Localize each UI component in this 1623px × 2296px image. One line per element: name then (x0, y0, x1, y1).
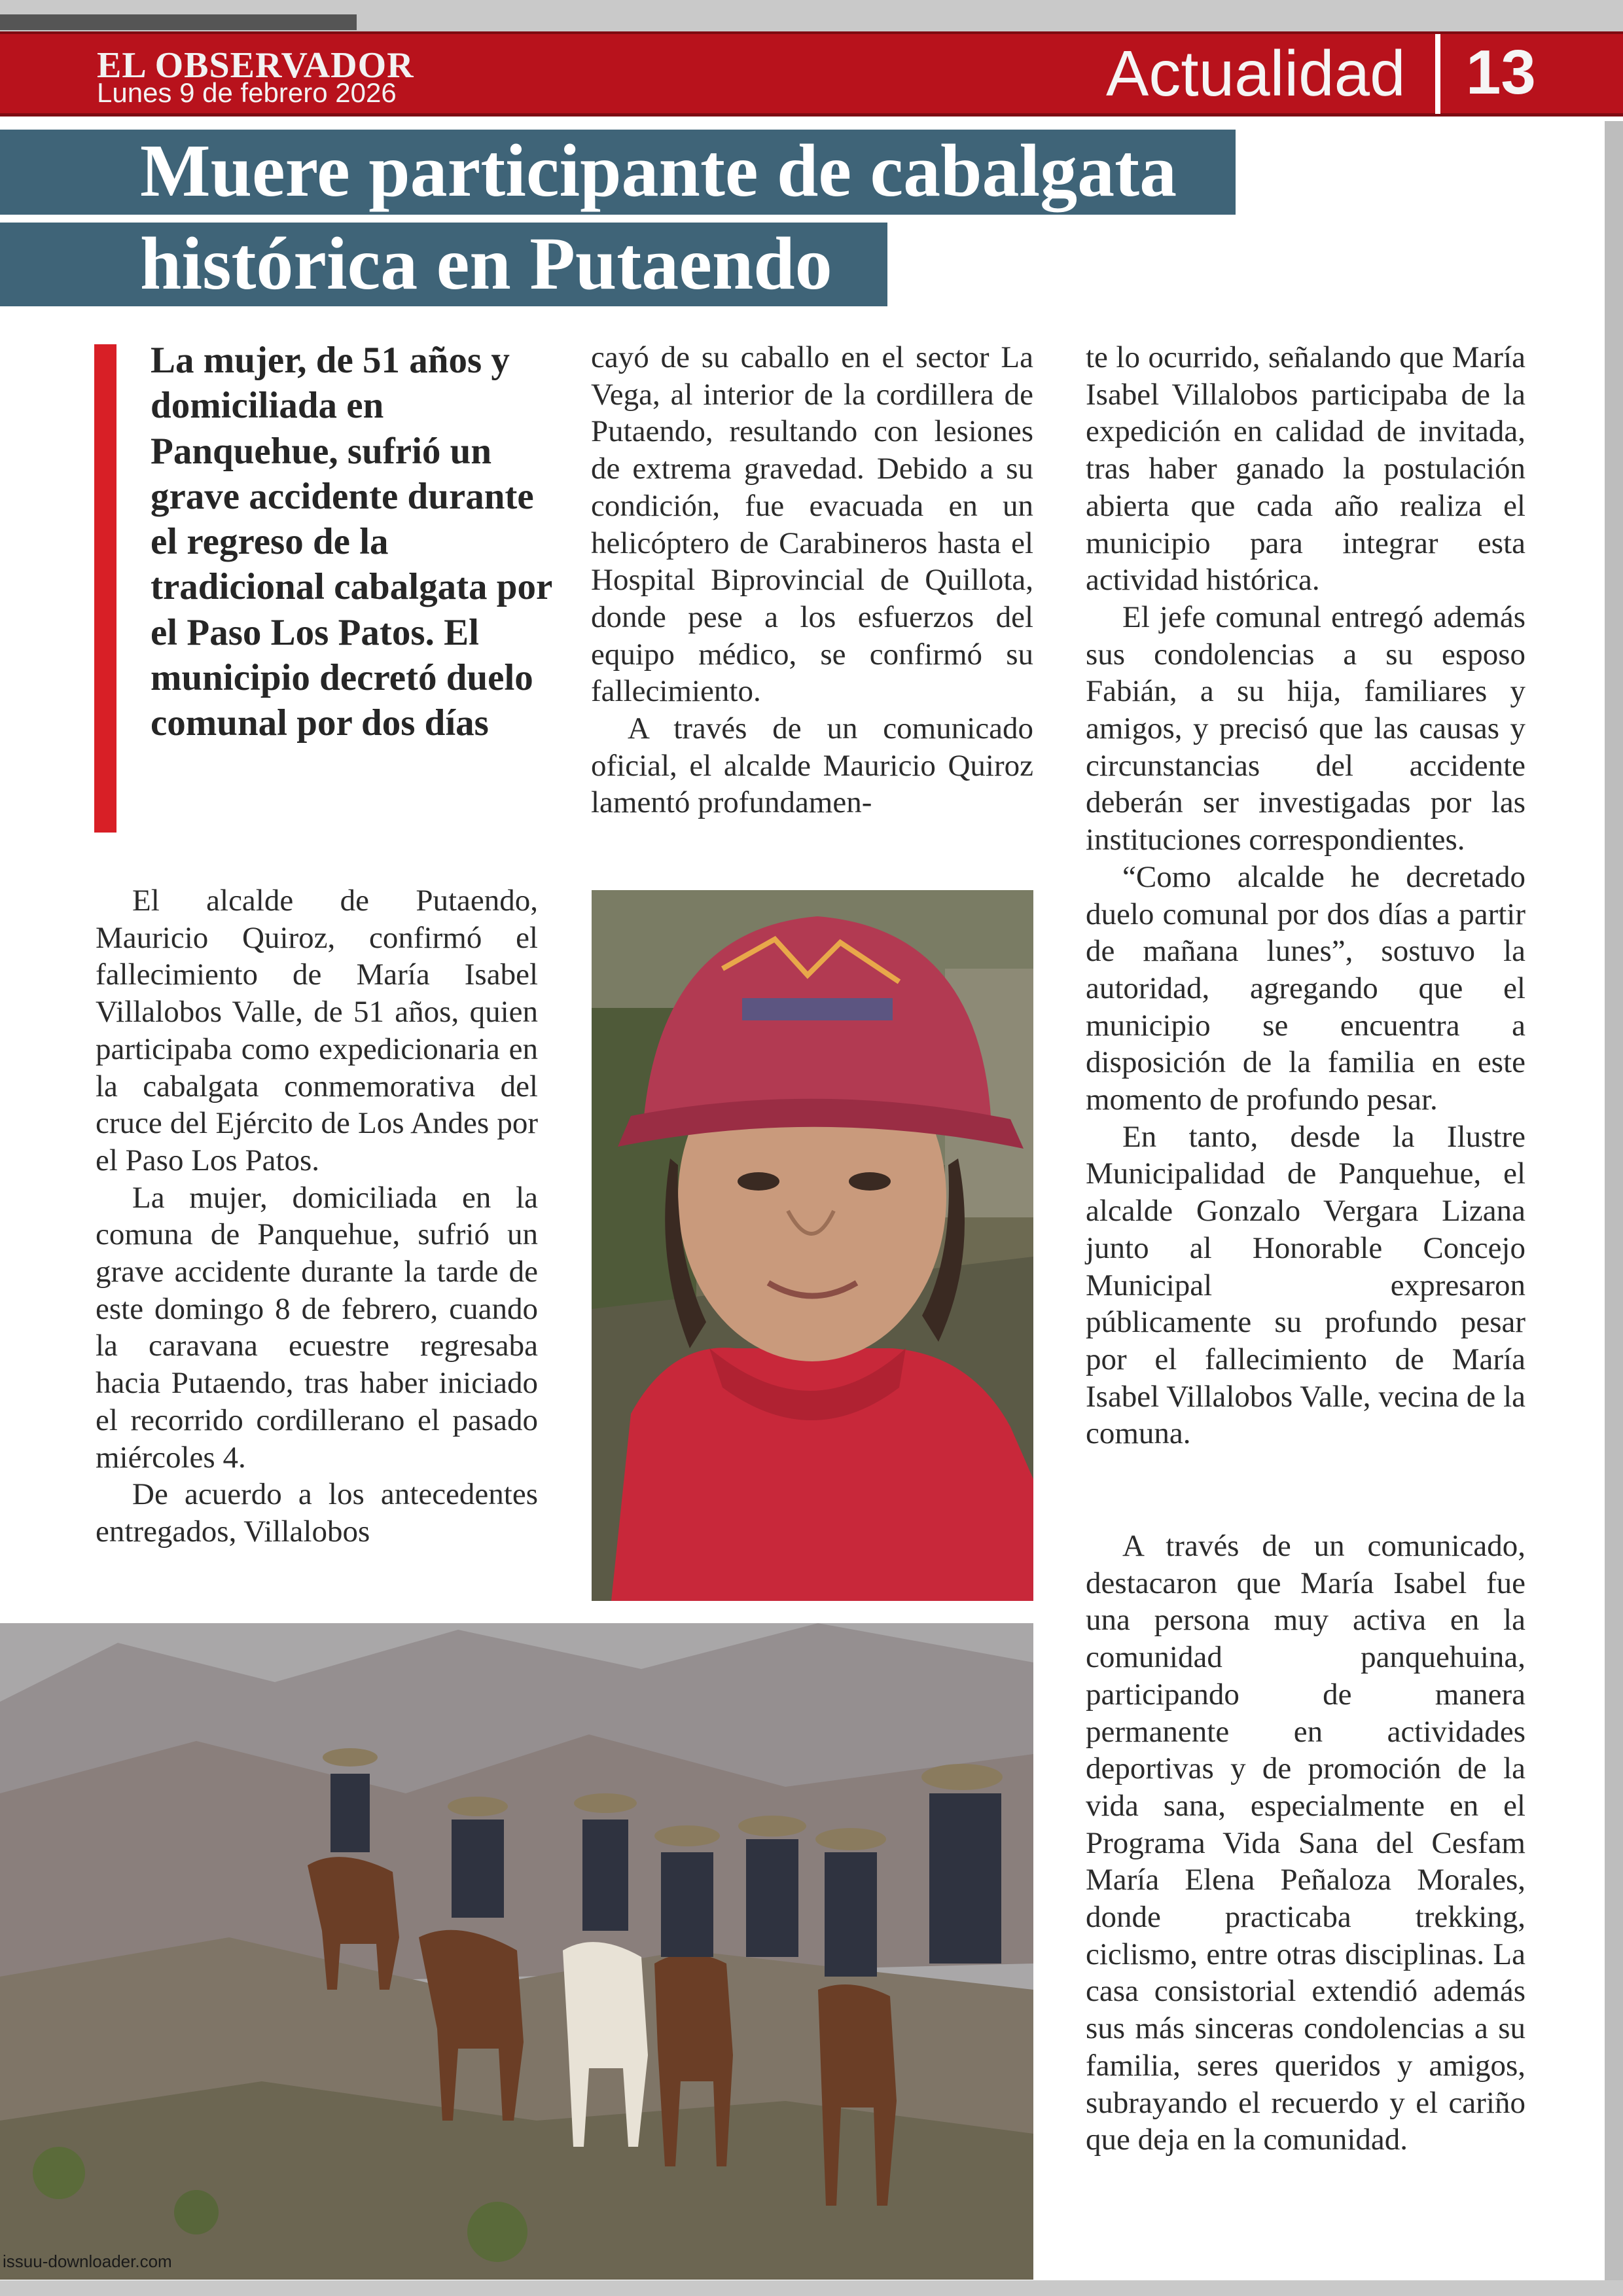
body-paragraph: De acuerdo a los antecedentes entregados, Villalobos (96, 1477, 538, 1549)
body-paragraph: La mujer, domiciliada en la comuna de Panquehue, sufrió un grave accidente durante la tarde de este domingo 8 de febrero, cuando la caravana ecuestre regresaba hacia Putaendo, tras haber iniciado el recorrido cordillerano el pasado miércoles 4. (96, 1180, 538, 1475)
article-column-2 (591, 339, 1033, 821)
lead-paragraph: La mujer, de 51 años y domiciliada en Panquehue, sufrió un grave accidente durante el regreso de la tradicional cabalgata por el Paso Los Patos. El municipio decretó duelo comunal por dos días (151, 340, 552, 744)
masthead (0, 31, 1623, 117)
top-dark-tab (0, 14, 357, 30)
paper-name: EL OBSERVADOR (97, 45, 414, 86)
headline-line-2: histórica en Putaendo (140, 222, 832, 305)
cabalgata-photo (0, 1623, 1033, 2280)
portrait-photo (592, 890, 1033, 1601)
body-paragraph: “Como alcalde he decretado duelo comunal por dos días a partir de mañana lunes”, sostuvo la autoridad, agregando que el municipio se encuentra a disposición de la familia en este momento de profundo pesar. (1086, 859, 1525, 1117)
article-column-3-continued (1086, 1528, 1525, 2159)
headline-line-1: Muere participante de cabalgata (140, 129, 1177, 212)
body-paragraph: te lo ocurrido, señalando que María Isabel Villalobos participaba de la expedición en calidad de invitada, tras haber ganado la postulación abierta que cada año realiza el municipio para integrar esta actividad histórica. (1086, 340, 1525, 598)
body-paragraph: El jefe comunal entregó además sus condolencias a su esposo Fabián, a su hija, familiares y amigos, y precisó que las causas y circunstancias del accidente deberán ser investigadas por las instituciones correspondientes. (1086, 600, 1525, 857)
body-paragraph: cayó de su caballo en el sector La Vega, al interior de la cordillera de Putaendo, resultando con lesiones de extrema gravedad. Debido a su condición, fue evacuada en un helicóptero de Carabineros hasta el Hospital Biprovincial de Quillota, donde pese a los esfuerzos del equipo médico, se confirmó su fallecimiento. (591, 340, 1033, 709)
page-edge (1605, 121, 1623, 2296)
article-column-3 (1086, 339, 1525, 1452)
body-paragraph: A través de un comunicado oficial, el alcalde Mauricio Quiroz lamentó profundamen- (591, 711, 1033, 820)
bottom-border (0, 2280, 1623, 2296)
body-paragraph: En tanto, desde la Ilustre Municipalidad de Panquehue, el alcalde Gonzalo Vergara Lizana junto al Honorable Concejo Municipal expresaron públicamente su profundo pesar por el fallecimiento de María Isabel Villalobos Valle, vecina de la comuna. (1086, 1119, 1525, 1451)
issue-date: Lunes 9 de febrero 2026 (97, 77, 397, 108)
watermark: issuu-downloader.com (3, 2251, 172, 2271)
section-name: Actualidad (1106, 37, 1406, 109)
page-number: 13 (1466, 37, 1536, 107)
body-paragraph: A través de un comunicado, destacaron que María Isabel fue una persona muy activa en la comunidad panquehuina, participando de manera permanente en actividades deportivas y de promoción de la vida sana, especialmente en el Programa Vida Sana del Cesfam María Elena Peñaloza Morales, donde practicaba trekking, ciclismo, entre otras disciplinas. La casa consistorial extendió además sus más sinceras condolencias a su familia, seres queridos y amigos, subrayando el recuerdo y el cariño que deja en la comunidad. (1086, 1529, 1525, 2157)
masthead-divider (1435, 34, 1440, 114)
lead-accent-bar (94, 344, 116, 833)
article-column-1 (96, 882, 538, 1551)
body-paragraph: El alcalde de Putaendo, Mauricio Quiroz, confirmó el fallecimiento de María Isabel Villalobos Valle, de 51 años, quien participaba como expedicionaria en la cabalgata conmemorativa del cruce del Ejército de Los Andes por el Paso Los Patos. (96, 884, 538, 1177)
